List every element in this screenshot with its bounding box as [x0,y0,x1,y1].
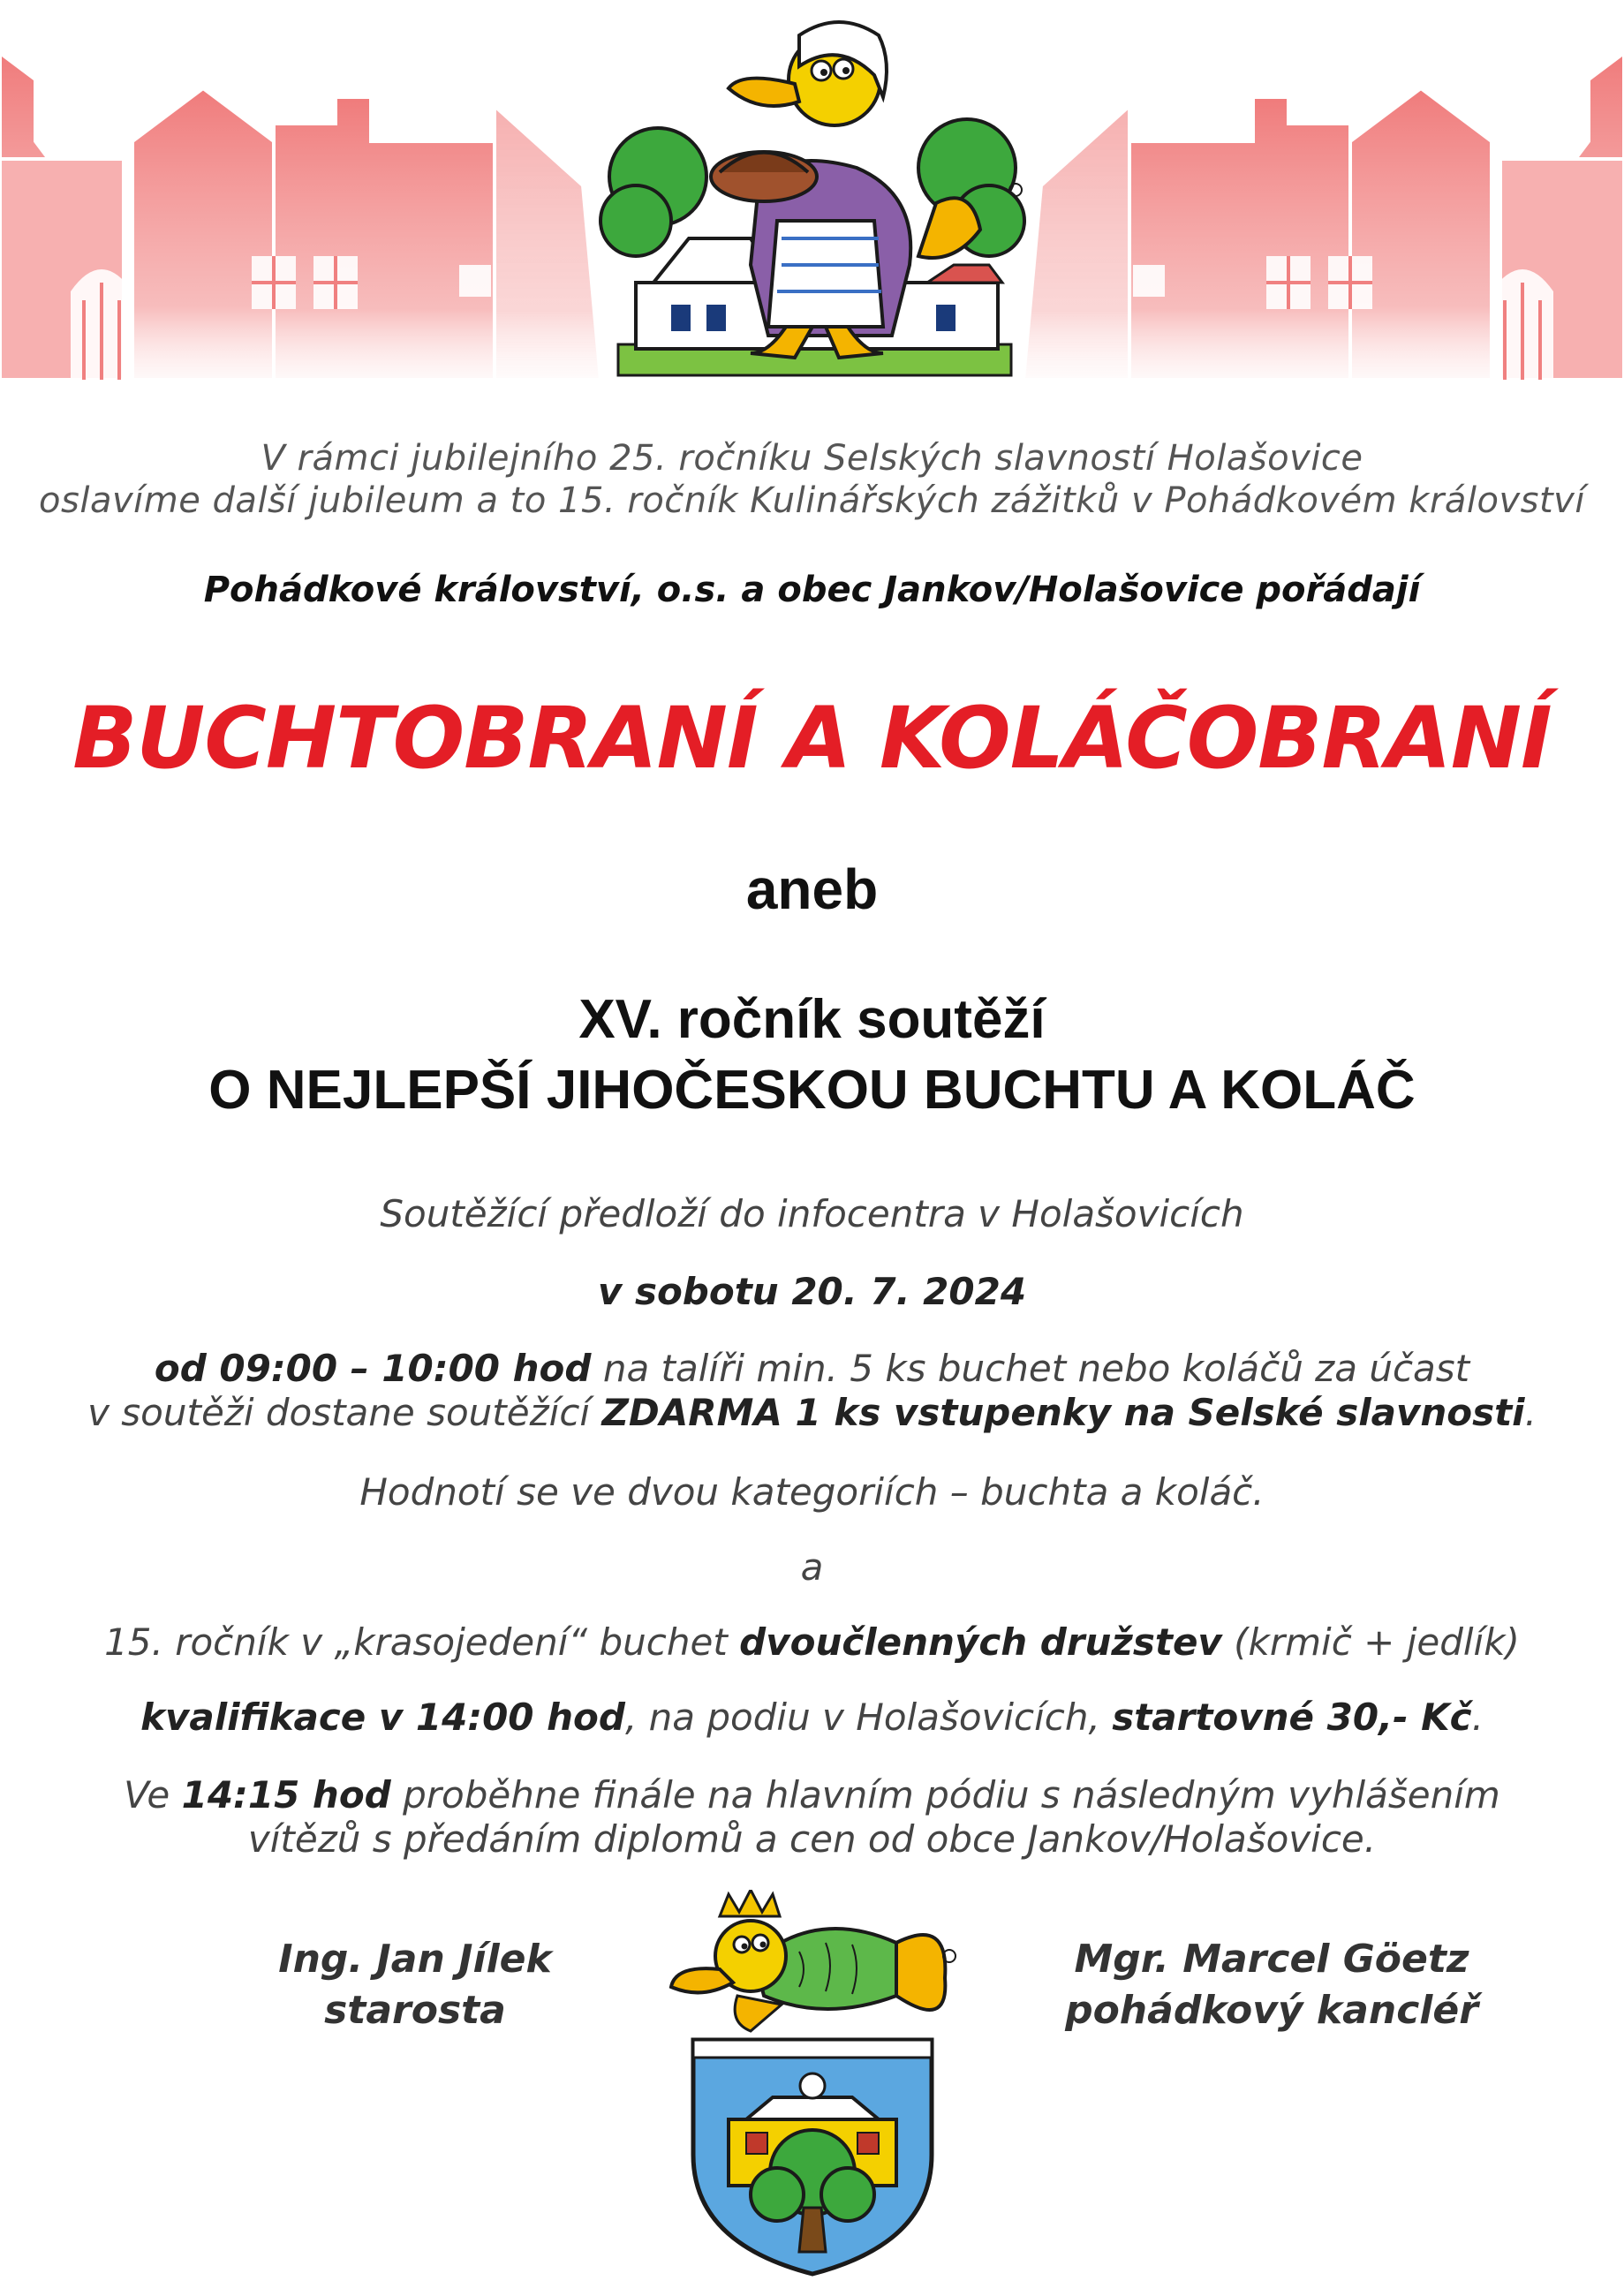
final-line-1 [0,1773,1624,1817]
time-paragraph [0,1347,1624,1435]
qual-bold: kvalifikace v 14:00 hod [140,1696,625,1739]
krasojedeni-pre: 15. ročník v „krasojedení“ buchet [104,1620,740,1664]
village-crest-icon [667,1890,958,2278]
time-bold: od 09:00 – 10:00 hod [154,1347,592,1390]
intro-line-1: V rámci jubilejního 25. ročníku Selských slavností Holašovice [261,438,1363,479]
subtitle-line-1: XV. ročník soutěží [578,989,1046,1050]
date-line: v sobotu 20. 7. 2024 [597,1270,1027,1313]
qual-mid: , na podiu v Holašovicích, [624,1696,1113,1739]
header-illustration [0,0,1624,389]
signature-right-name: Mgr. Marcel Göetz [1074,1937,1469,1982]
signature-left-name: Ing. Jan Jílek [278,1937,552,1982]
submit-line: Soutěžící předloží do infocentra v Holašovicích [380,1192,1244,1235]
qual-post: . [1471,1696,1484,1739]
signature-right [1042,1934,1501,2036]
final-rest: proběhne finále na hlavním pódiu s následným vyhlášením [390,1773,1500,1816]
final-line-2: vítězů s předáním diplomů a cen od obce Jankov/Holašovice. [247,1817,1377,1861]
signature-left-role: starosta [324,1988,506,2033]
categories-line: Hodnotí se ve dvou kategoriích – buchta a koláč. [359,1470,1265,1514]
ticket-bold: ZDARMA 1 ks vstupenky na Selské slavnosti [601,1391,1525,1434]
signature-left [256,1934,574,2036]
subtitle [0,985,1624,1126]
krasojedeni-line [0,1620,1624,1665]
ticket-line [0,1391,1624,1435]
ticket-post: . [1524,1391,1537,1434]
aneb-text: aneb [745,857,879,921]
signature-right-role: pohádkový kancléř [1065,1988,1478,2033]
ticket-pre: v soutěži dostane soutěžící [87,1391,602,1434]
time-line [0,1347,1624,1391]
time-rest: na talíři min. 5 ks buchet nebo koláčů za účast [591,1347,1470,1390]
final-bold: 14:15 hod [181,1773,391,1816]
final-paragraph [0,1773,1624,1862]
and-line: a [800,1545,824,1589]
final-pre: Ve [124,1773,182,1816]
qual-bold-2: startovné 30,- Kč [1112,1696,1472,1739]
krasojedeni-bold: dvoučlenných družstev [739,1620,1222,1664]
krasojedeni-post: (krmič + jedlík) [1221,1620,1520,1664]
page-title: BUCHTOBRANÍ A KOLÁČOBRANÍ [72,689,1552,788]
farmhouse-illustration [0,0,1624,389]
subtitle-line-2: O NEJLEPŠÍ JIHOČESKOU BUCHTU A KOLÁČ [208,1060,1416,1121]
qualification-line [0,1696,1624,1740]
intro-text [0,437,1624,522]
duck-woman-mascot-icon [601,22,1024,375]
organizers-line: Pohádkové království, o.s. a obec Jankov/Holašovice pořádají [203,570,1421,610]
intro-line-2: oslavíme další jubileum a to 15. ročník Kulinářských zážitků v Pohádkovém království [39,480,1585,521]
